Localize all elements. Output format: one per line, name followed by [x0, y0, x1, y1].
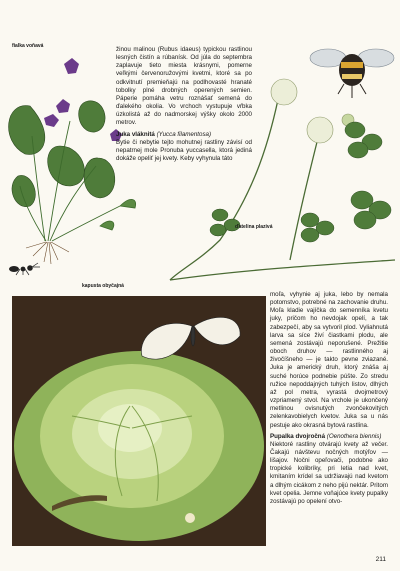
caption-violet: fialka voňavá — [12, 43, 44, 49]
yucca-section — [116, 131, 252, 139]
text-column-right — [270, 291, 388, 506]
oenothera-paragraph: Niektoré rastliny otvárajú kvety až večer. Čakajú návštevu nočných motýľov — lišajov. Nočni opeľovači, podobne ako tropické kolibríky, pri letia nad kvet, kmitaním krídel sa udržiavajú nad kvetom a dlhým cicákom z neho pijú nektár. Pritom kvet opelia. Jemne voňajúce kvety pupalky zostávajú po opelení otvo- — [270, 440, 388, 505]
text-column-top — [116, 46, 252, 163]
yucca-heading-latin: (Yucca filamentosa) — [156, 130, 212, 138]
yucca-paragraph: Bytie či nebytie tejto mohutnej rastliny závisí od nepatrnej mole Pronuba yuccasella, ktorá jediná dokáže opeliť jej kvety. Keby vyhynula táto — [116, 138, 252, 163]
caption-clover: ďatelina plazivá — [235, 224, 273, 230]
caption-cabbage: kapusta obyčajná — [82, 283, 124, 289]
yucca-heading: Juka vláknitá — [116, 130, 155, 138]
oenothera-heading-latin: (Oenothera biennis) — [326, 432, 382, 440]
oenothera-heading: Pupalka dvojročná — [270, 432, 326, 440]
cabbage-illustration — [12, 296, 266, 546]
raspberry-paragraph: žinou malinou (Rubus idaeus) typickou rastlinou lesných čistín a rúbanísk. Od júla do septembra zaplavuje tieto miesta krásnymi, pomerne veľkými červenoružovými kvetmi, ktoré sa po odkvitnutí premieňajú na podlhovasté hranaté tobolky plné drobných operených semien. Páperie pomáha vetru roznášať semená do ďalekého okolia. Vo vrchoch vystupuje vŕbka úzkolistá až do nadmorskej výšky okolo 2000 metrov. — [116, 46, 252, 127]
oenothera-section — [270, 433, 388, 441]
ant-illustration — [6, 262, 42, 276]
page-number: 211 — [375, 556, 386, 563]
yucca-continuation: moľa, vyhynie aj juka, lebo by nemala potomstvo, potrebné na zachovanie druhu. Moľa kladie vajíčka do semenníka kvetu juky, pričom ho nevdojak opelí, a tak zabezpečí, aby sa vytvoril plod. Vyliahnutá larva sa síce živí čiastkami plodu, ale semená zostávajú neporušené. Prežitie oboch druhov — rastlinného aj živočíšneho — je takto pevne zviazané. Juka je americký druh, ktorý znáša aj suché horúce podnebie púšte. Zo stredu ružice nepoddajných tuhých listov, dlhých až pol metra, vyrastá dvojmetrový vzpriamený stvol. Na vrchole je ukončený metlinou ovisnutých zvončekovitých zelenkavobielych kvetov. Juka sa u nás pestuje ako okrasná bytová rastlina. — [270, 291, 388, 429]
